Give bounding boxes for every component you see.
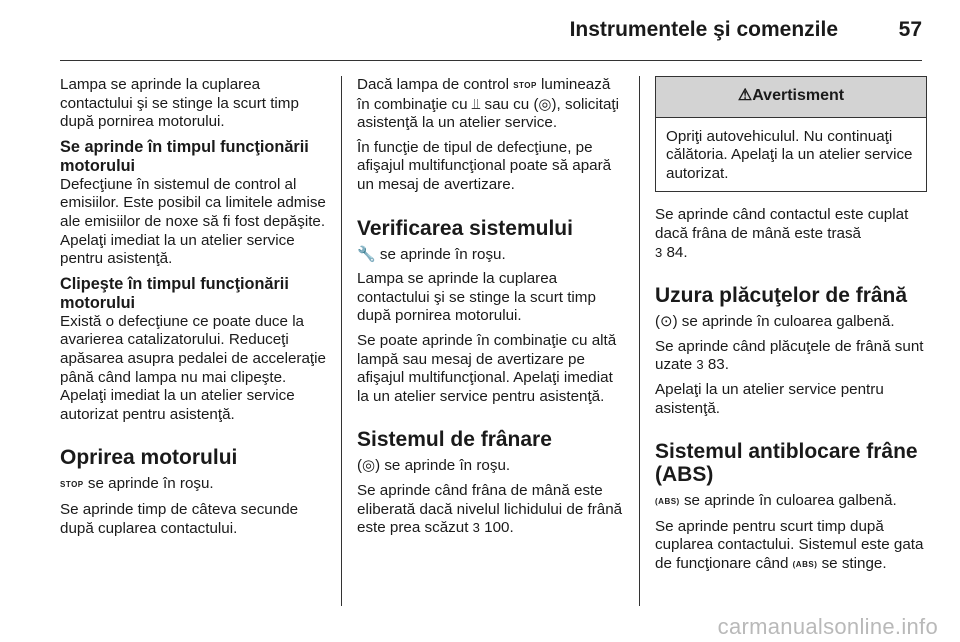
warning-box: [655, 76, 927, 192]
paragraph: Apelaţi la un atelier service pentru asistenţă.: [655, 380, 884, 417]
column-1: [60, 76, 326, 544]
section-title: Uzura plăcuţelor de frână: [655, 284, 908, 308]
paragraph: Se poate aprinde în combinaţie cu altă lampă sau mesaj de avertizare pe afişajul multifuncţional. Apelaţi imediat la un atelier service pentru asistenţă.: [357, 331, 617, 405]
paragraph: În funcţie de tipul de defecţiune, pe afişajul multifuncţional poate să apară un mesaj de avertizare.: [357, 138, 612, 193]
paragraph: (⊙) se aprinde în culoarea galbenă.: [655, 313, 895, 331]
section-title: Verificarea sistemului: [357, 216, 573, 240]
paragraph: Se aprinde când plăcuţele de frână sunt uzate 3 83.: [655, 337, 924, 374]
page-header-title: Instrumentele şi comenzile: [569, 18, 838, 41]
paragraph: Se aprinde când contactul este cuplat dacă frâna de mână este trasă 3 84.: [655, 206, 909, 261]
paragraph: (◎) se aprinde în roşu.: [357, 457, 511, 475]
column-divider-1: [341, 76, 342, 606]
stop-icon: STOP: [513, 81, 537, 90]
paragraph: Se aprinde pentru scurt timp după cuplarea contactului. Sistemul este gata de funcţionare când (ABS) se stinge.: [655, 517, 924, 572]
abs-icon: (ABS): [655, 497, 680, 507]
brake-system-icon: (◎): [533, 95, 557, 113]
paragraph: Defecţiune în sistemul de control al emisiilor. Este posibil ca limitele admise ale emisiilor de noxe să fi fost depăşite. Apelaţi imediat la un atelier service pentru asistenţă.: [60, 175, 326, 268]
page-reference-icon: 3: [696, 357, 704, 373]
watermark: carmanualsonline.info: [717, 614, 938, 639]
paragraph: Lampa se aprinde la cuplarea contactului şi se stinge la scurt timp după pornirea motorului.: [60, 76, 299, 131]
column-2: [357, 76, 627, 544]
paragraph: Se aprinde când frâna de mână este eliberată dacă nivelul lichidului de frână este prea scăzut 3 100.: [357, 481, 623, 537]
subheading: Clipeşte în timpul funcţionării motorului: [60, 274, 289, 312]
coolant-temperature-icon: ⫫: [471, 95, 481, 113]
paragraph: Se aprinde timp de câteva secunde după cuplarea contactului.: [60, 500, 299, 537]
stop-icon: STOP: [60, 480, 84, 490]
paragraph: Există o defecţiune ce poate duce la avarierea catalizatorului. Reduceţi apăsarea asupra pedalei de acceleraţie până când lampa nu mai clipeşte. Apelaţi imediat la un atelier service autorizat pentru asistenţă.: [60, 312, 326, 423]
warning-body: Opriţi autovehiculul. Nu continuaţi călătoria. Apelaţi la un atelier service autorizat.: [666, 127, 913, 182]
brake-system-icon: (◎): [357, 457, 381, 475]
warning-header: [656, 77, 926, 118]
paragraph: STOP se aprinde în roşu.: [60, 475, 214, 493]
wrench-icon: 🔧: [357, 245, 376, 263]
page-number: 57: [898, 18, 922, 41]
section-title: Sistemul de frânare: [357, 428, 552, 452]
brake-pad-wear-icon: (⊙): [655, 313, 678, 331]
page-reference-icon: 3: [472, 520, 480, 536]
section-title: Oprirea motorului: [60, 446, 238, 470]
abs-icon: (ABS): [792, 559, 818, 569]
paragraph: 🔧 se aprinde în roşu.: [357, 245, 506, 263]
column-3: [655, 76, 927, 581]
paragraph: Dacă lampa de control STOP luminează în combinaţie cu ⫫ sau cu (◎), solicitaţi asistenţă la un atelier service.: [357, 76, 619, 132]
column-divider-2: [639, 76, 640, 606]
section-title: Sistemul antiblocare frâne (ABS): [655, 440, 918, 487]
page-reference-icon: 3: [655, 244, 663, 260]
warning-title: Avertisment: [752, 87, 845, 104]
header-divider: [60, 60, 922, 61]
paragraph: (ABS) se aprinde în culoarea galbenă.: [655, 492, 897, 510]
subheading: Se aprinde în timpul funcţionării motorului: [60, 137, 309, 175]
warning-icon: ⚠: [737, 87, 753, 104]
paragraph: Lampa se aprinde la cuplarea contactului şi se stinge la scurt timp după pornirea motorului.: [357, 270, 596, 325]
